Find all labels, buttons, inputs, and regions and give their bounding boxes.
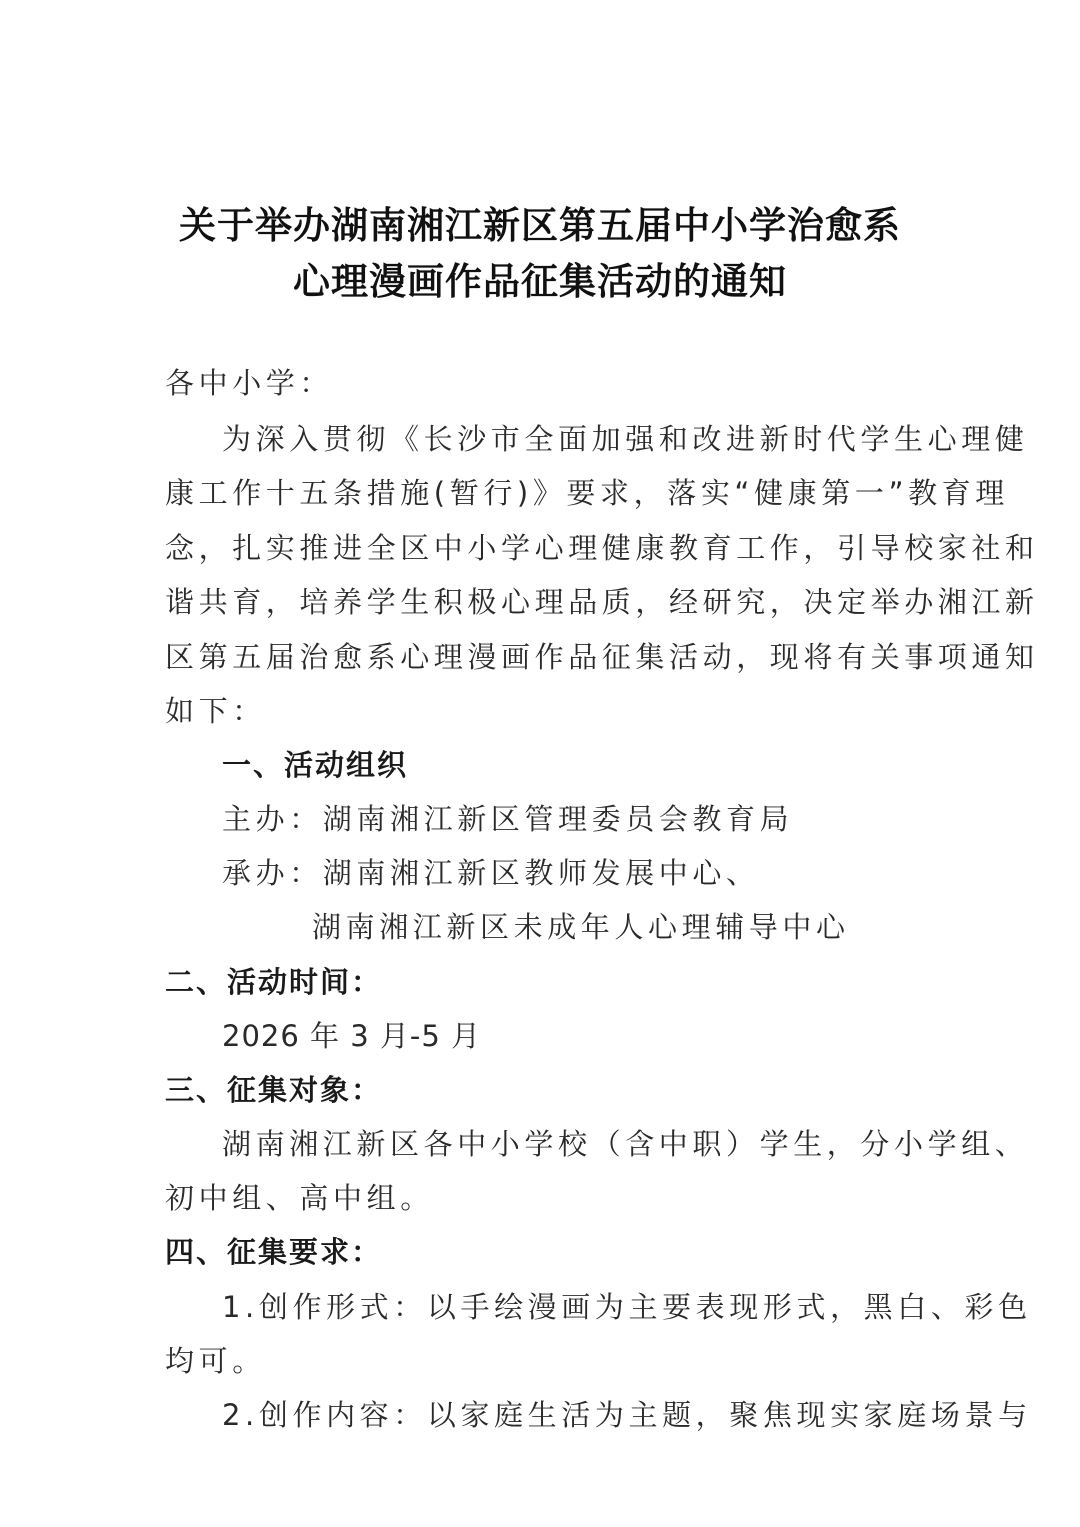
requirement-2-line: 2.创作内容：以家庭生活为主题，聚焦现实家庭场景与 — [222, 1398, 1032, 1432]
section-3-heading: 三、征集对象： — [165, 1073, 383, 1107]
document-title-line-2: 心理漫画作品征集活动的通知 — [293, 259, 787, 303]
salutation: 各中小学： — [165, 366, 334, 400]
activity-time: 2026 年 3 月-5 月 — [222, 1019, 482, 1053]
section-1-heading: 一、活动组织 — [222, 748, 409, 782]
intro-line: 为深入贯彻《长沙市全面加强和改进新时代学生心理健 — [222, 422, 1029, 456]
section-2-heading: 二、活动时间： — [165, 965, 383, 999]
intro-line: 区第五届治愈系心理漫画作品征集活动，现将有关事项通知 — [165, 640, 1039, 674]
requirement-1-line: 均可。 — [165, 1344, 266, 1378]
requirement-1-line: 1.创作形式：以手绘漫画为主要表现形式，黑白、彩色 — [222, 1290, 1032, 1324]
section-4-heading: 四、征集要求： — [165, 1235, 383, 1269]
intro-line: 念，扎实推进全区中小学心理健康教育工作，引导校家社和 — [165, 531, 1039, 565]
document-title-line-1: 关于举办湖南湘江新区第五届中小学治愈系 — [179, 203, 901, 247]
target-line: 初中组、高中组。 — [165, 1181, 434, 1215]
host-line: 主办：湖南湘江新区管理委员会教育局 — [222, 802, 794, 836]
target-line: 湖南湘江新区各中小学校（含中职）学生，分小学组、 — [222, 1127, 1029, 1161]
organizer-line-2: 湖南湘江新区未成年人心理辅导中心 — [312, 910, 850, 944]
intro-line: 康工作十五条措施(暂行)》要求，落实“健康第一”教育理 — [165, 476, 1009, 510]
organizer-line: 承办：湖南湘江新区教师发展中心、 — [222, 856, 760, 890]
intro-line: 谐共育，培养学生积极心理品质，经研究，决定举办湘江新 — [165, 585, 1039, 619]
intro-line: 如下： — [165, 694, 266, 728]
